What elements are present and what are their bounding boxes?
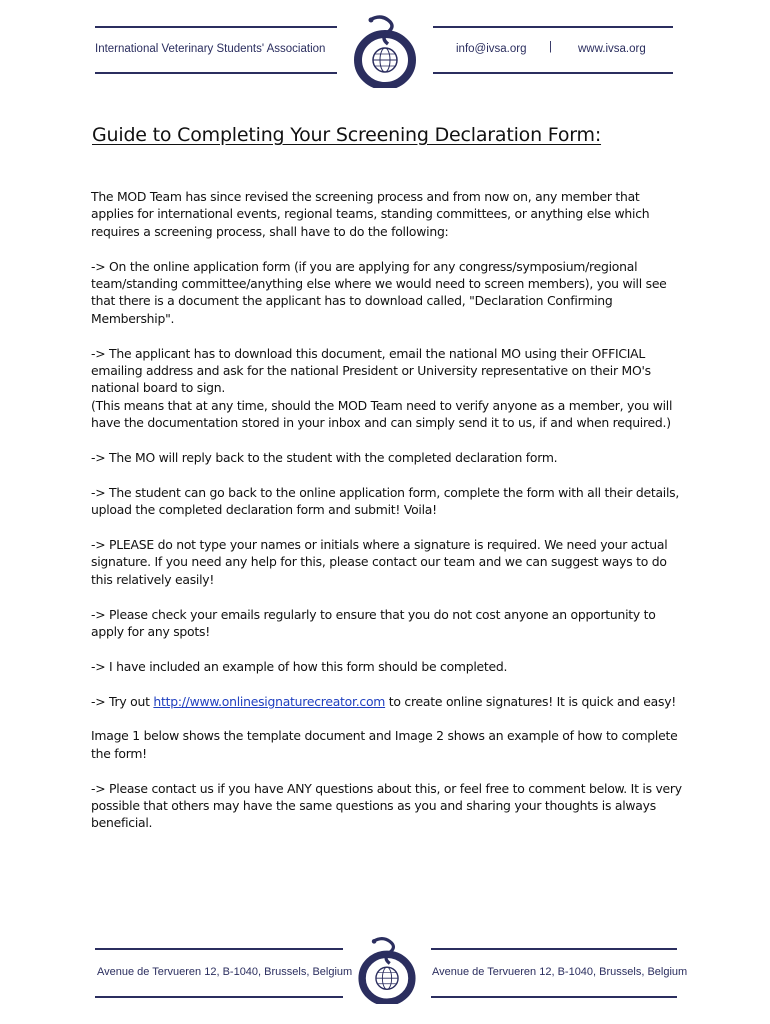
header-website: www.ivsa.org [578,43,646,55]
header-rule-right-top [433,26,673,28]
footer-rule-left-bottom [95,996,343,998]
letterhead-footer [0,930,770,1024]
link-suffix: to create online signatures! It is quick and easy! [385,693,677,709]
ivsa-logo-icon [350,12,420,88]
link-paragraph [91,693,683,710]
paragraph: -> PLEASE do not type your names or initials where a signature is required. We need your actual signature. If you need any help for this, please contact our team and we can suggest ways to do this relatively easily! [91,537,668,587]
page-title: Guide to Completing Your Screening Declaration Form: [92,124,602,146]
footer-rule-right-top [431,948,677,950]
paragraph: -> The student can go back to the online application form, complete the form with all their details, upload the completed declaration form and submit! Voila! [91,484,680,518]
link-prefix: -> Try out [91,693,154,709]
header-separator: | [549,41,552,53]
footer-address-right: Avenue de Tervueren 12, B-1040, Brussels, Belgium [432,966,688,978]
header-rule-left-top [95,26,337,28]
paragraph: -> I have included an example of how this form should be completed. [91,658,508,674]
document-body [91,188,683,849]
footer-rule-right-bottom [431,996,677,998]
paragraph: -> The MO will reply back to the student with the completed declaration form. [91,450,558,466]
ivsa-logo-icon [354,934,420,1004]
paragraph: (This means that at any time, should the MOD Team need to verify anyone as a member, you will have the documentation stored in your inbox and can simply send it to us, if and when required.) [91,397,673,431]
footer-address-left: Avenue de Tervueren 12, B-1040, Brussels, Belgium [97,966,353,978]
signature-creator-link[interactable]: http://www.onlinesignaturecreator.com [153,693,386,709]
paragraph: -> Please contact us if you have ANY questions about this, or feel free to comment below. It is very possible that others may have the same questions as you and sharing your thoughts is always beneficial. [91,780,682,831]
paragraph: -> Please check your emails regularly to ensure that you do not cost anyone an opportunity to apply for any spots! [91,606,656,640]
header-rule-right-bottom [433,72,673,74]
paragraph: -> The applicant has to download this document, email the national MO using their OFFICIAL emailing address and ask for the national President or University representative on their MO's national board to sign. [91,345,651,396]
footer-rule-left-top [95,948,343,950]
header-rule-left-bottom [95,72,337,74]
organization-name: International Veterinary Students' Association [95,43,326,55]
letterhead-header [0,0,770,110]
paragraph: -> On the online application form (if you are applying for any congress/symposium/regional team/standing committee/anything else where we would need to screen members), you will see that there is a document the applicant has to download called, "Declaration Confirming Membership". [91,258,667,326]
paragraph: Image 1 below shows the template document and Image 2 shows an example of how to complete the form! [91,728,678,761]
paragraph: The MOD Team has since revised the screening process and from now on, any member that applies for international events, regional teams, standing committees, or anything else which requires a screening process, shall have to do the following: [91,189,650,239]
header-email: info@ivsa.org [456,43,527,55]
